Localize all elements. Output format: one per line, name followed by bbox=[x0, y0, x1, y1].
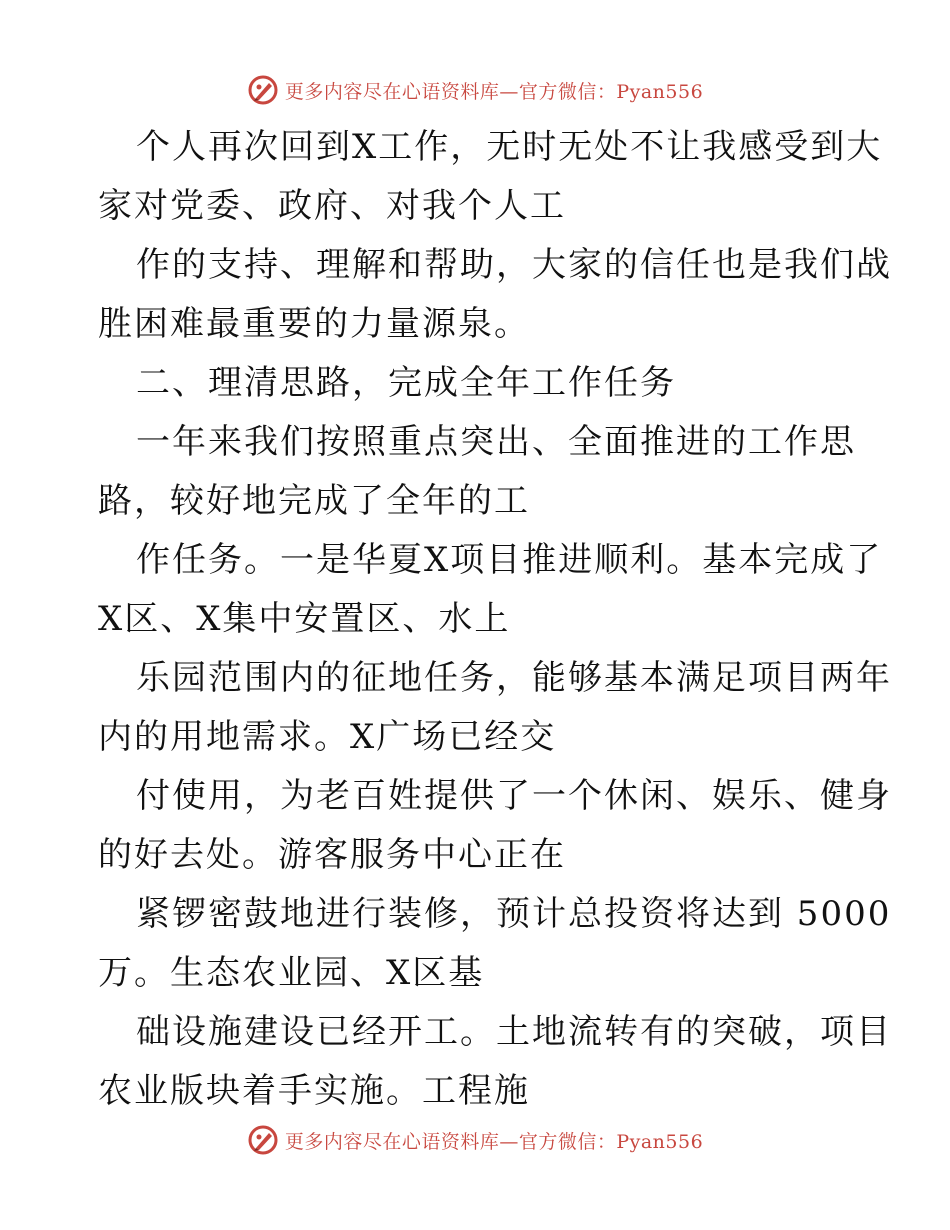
text-line: 作的支持、理解和帮助，大家的信任也是我们战 bbox=[136, 245, 892, 285]
footer-banner-text: 更多内容尽在心语资料库—官方微信：Pyan556 bbox=[284, 1130, 704, 1153]
text-line: 一年来我们按照重点突出、全面推进的工作思 bbox=[136, 422, 856, 462]
text-line: 万。生态农业园、X区基 bbox=[98, 953, 485, 993]
pen-logo-icon bbox=[247, 1124, 279, 1156]
text-line: 付使用，为老百姓提供了一个休闲、娱乐、健身 bbox=[136, 776, 892, 816]
footer-banner-content bbox=[247, 1124, 703, 1156]
text-line: 胜困难最重要的力量源泉。 bbox=[98, 304, 530, 344]
text-line: 农业版块着手实施。工程施 bbox=[98, 1071, 530, 1111]
text-line: 内的用地需求。X广场已经交 bbox=[98, 717, 557, 757]
text-line: 路，较好地完成了全年的工 bbox=[98, 481, 530, 521]
text-line: 作任务。一是华夏X项目推进顺利。基本完成了 bbox=[136, 540, 883, 580]
header-banner-content bbox=[247, 74, 703, 106]
document-body bbox=[98, 118, 892, 1121]
text-line: 家对党委、政府、对我个人工 bbox=[98, 186, 566, 226]
text-line: 础设施建设已经开工。土地流转有的突破，项目 bbox=[136, 1012, 892, 1052]
text-line: 个人再次回到X工作，无时无处不让我感受到大 bbox=[136, 127, 883, 167]
header-watermark-banner bbox=[0, 70, 950, 110]
text-line: 乐园范围内的征地任务，能够基本满足项目两年 bbox=[136, 658, 892, 698]
text-line: 的好去处。游客服务中心正在 bbox=[98, 835, 566, 875]
text-line: X区、X集中安置区、水上 bbox=[98, 599, 511, 639]
text-line: 紧锣密鼓地进行装修，预计总投资将达到 5000 bbox=[136, 894, 892, 934]
header-banner-text: 更多内容尽在心语资料库—官方微信：Pyan556 bbox=[284, 80, 704, 103]
pen-logo-icon bbox=[247, 74, 279, 106]
section-heading: 二、理清思路，完成全年工作任务 bbox=[136, 363, 676, 403]
footer-watermark-banner bbox=[0, 1120, 950, 1160]
